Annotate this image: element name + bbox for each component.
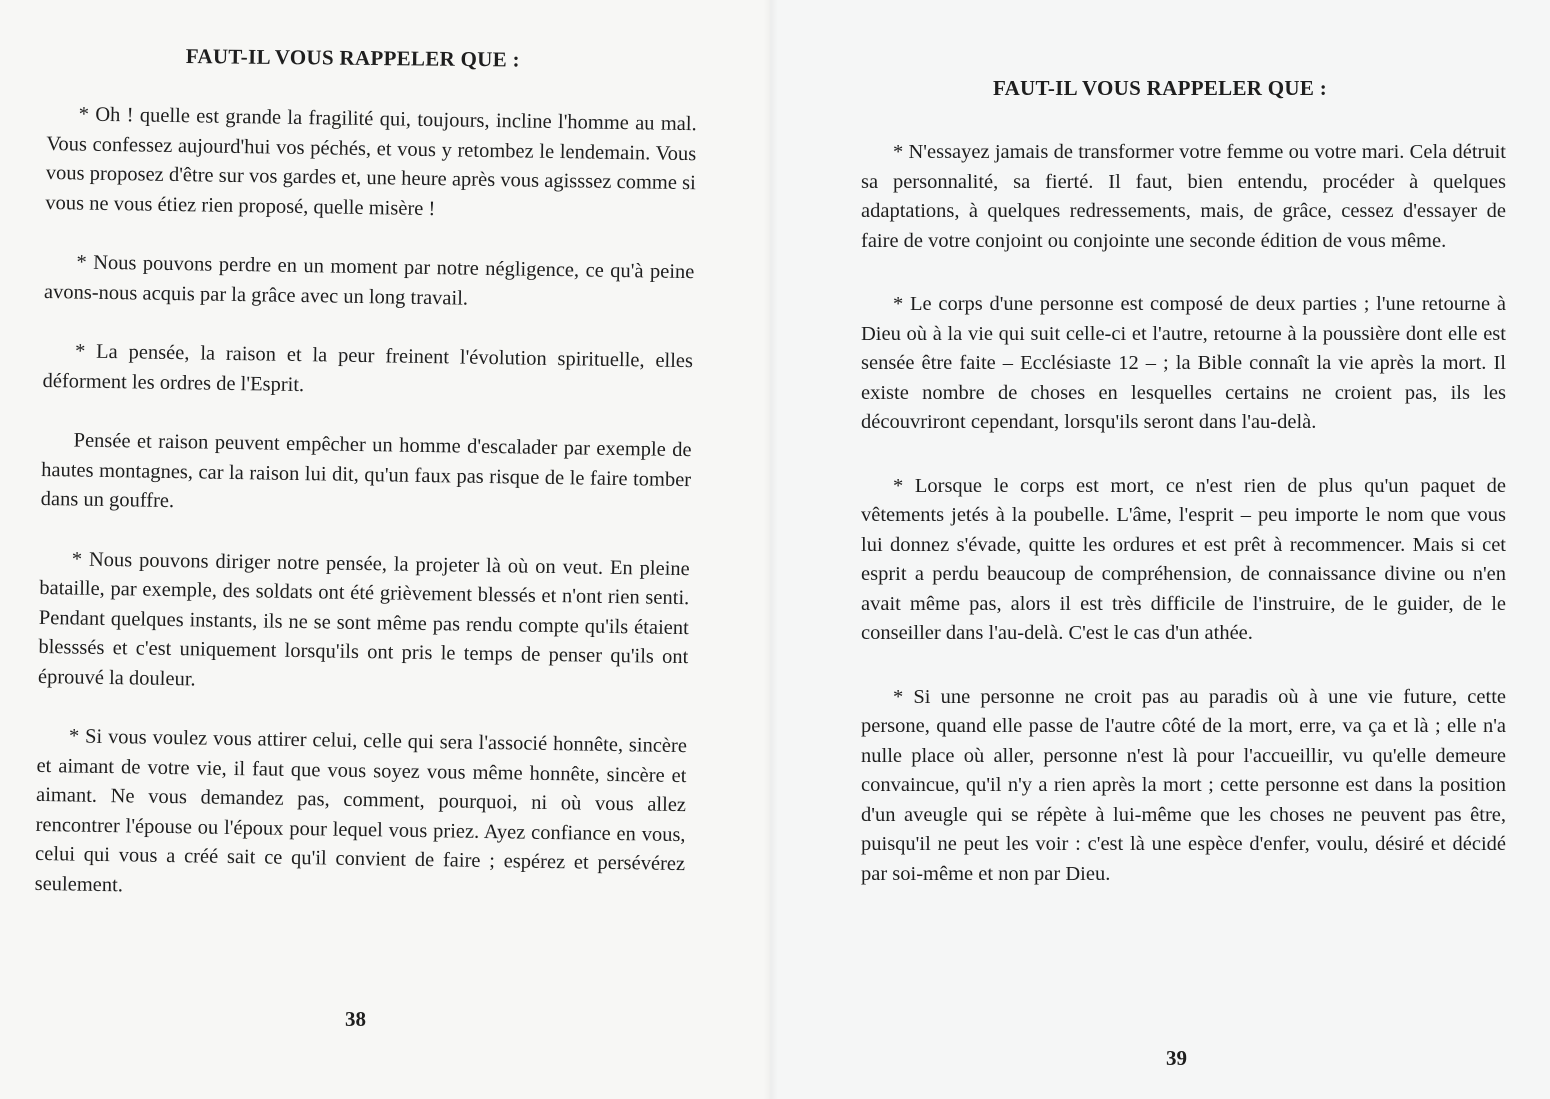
left-paragraph-5: * Nous pouvons diriger notre pensée, la projeter là où on veut. En pleine bataille, par exemple, des soldats ont été grièvement blessés et n'ont rien senti. Pendant quelques instants, ils ne se sont même pas rendu compte qu'ils étaient blesssés et c'est uniquement lorsqu'ils ont pris le temps de penser qu'ils ont éprouvé la douleur. xyxy=(37,547,690,690)
left-paragraph-2: * Nous pouvons perdre en un moment par notre négligence, ce qu'à peine avons-nous acquis par la grâce avec un long travail. xyxy=(43,251,695,310)
left-paragraph-3: * La pensée, la raison et la peur freinent l'évolution spirituelle, elles déforment les ordres de l'Esprit. xyxy=(42,340,694,396)
right-page-number: 39 xyxy=(1166,1046,1187,1070)
left-page-body xyxy=(34,100,697,939)
right-paragraph-1: * N'essayez jamais de transformer votre femme ou votre mari. Cela détruit sa personnalité, sa fierté. Il faut, bien entendu, procéder à quelques adaptations, à quelques redressements, mais, de grâce, cessez d'essayer de faire de votre conjoint ou conjointe une seconde édition de vous même. xyxy=(861,141,1506,252)
left-page xyxy=(0,0,770,1099)
book-gutter xyxy=(764,0,778,1099)
right-paragraph-2: * Le corps d'une personne est composé de deux parties ; l'une retourne à Dieu où à la vie qui suit celle-ci et l'autre, retourne à la poussière dont elle est sensée être faite – Ecclésiaste 12 – ; la Bible connaît la vie après la mort. Il existe nombre de choses en lesquelles certains ne croient pas, ils les découvriront cependant, lorsqu'ils seront dans l'au-delà. xyxy=(861,293,1506,433)
left-page-heading: FAUT-IL VOUS RAPPELER QUE : xyxy=(185,44,520,72)
right-paragraph-4: * Si une personne ne croit pas au paradis où à une vie future, cette persone, quand elle passe de l'autre côté de la mort, erre, va ça et là ; elle n'a nulle place où aller, personne n'est là pour l'accueillir, vu qu'elle demeure convaincue, qu'il n'y a rien après la mort ; cette personne est dans la position d'un aveugle qui se répète à lui-même que les choses ne peuvent pas être, puisqu'il ne peut les voir : c'est là une espèce d'enfer, voulu, désiré et décidé par soi-même et non par Dieu. xyxy=(861,685,1506,885)
right-page xyxy=(770,0,1550,1099)
right-page-heading: FAUT-IL VOUS RAPPELER QUE : xyxy=(993,76,1328,100)
left-page-number: 38 xyxy=(345,1007,366,1031)
left-paragraph-6: * Si vous voulez vous attirer celui, celle qui sera l'associé honnête, sincère et aimant de votre vie, il faut que vous soyez vous même honnête, sincère et aimant. Ne vous demandez pas, comment, pourquoi, ni où vous allez rencontrer l'épouse ou l'époux pour lequel vous priez. Ayez confiance en vous, celui qui vous a créé sait ce qu'il convient de faire ; espérez et persévérez seulement. xyxy=(34,725,688,896)
left-paragraph-4: Pensée et raison peuvent empêcher un homme d'escalader par exemple de hautes montagnes, car la raison lui dit, qu'un faux pas risque de le faire tomber dans un gouffre. xyxy=(40,429,692,513)
left-paragraph-1: * Oh ! quelle est grande la fragilité qui, toujours, incline l'homme au mal. Vous confessez aujourd'hui vos péchés, et vous y retombez le lendemain. Vous vous proposez d'être sur vos gardes et, une heure après vous agisssez comme si vous ne vous étiez rien proposé, quelle misère ! xyxy=(45,103,697,220)
right-paragraph-3: * Lorsque le corps est mort, ce n'est rien de plus qu'un paquet de vêtements jetés à la poubelle. L'âme, l'esprit – peu importe le nom que vous lui donnez s'évade, quitte les ordures et est prêt à recommencer. Mais si cet esprit a perdu beaucoup de compréhension, de connaissance divine ou n'en avait même pas, alors il est très difficile de l'instruire, de le guider, de le conseiller dans l'au-delà. C'est le cas d'un athée. xyxy=(861,474,1506,644)
right-page-body xyxy=(861,138,1506,923)
